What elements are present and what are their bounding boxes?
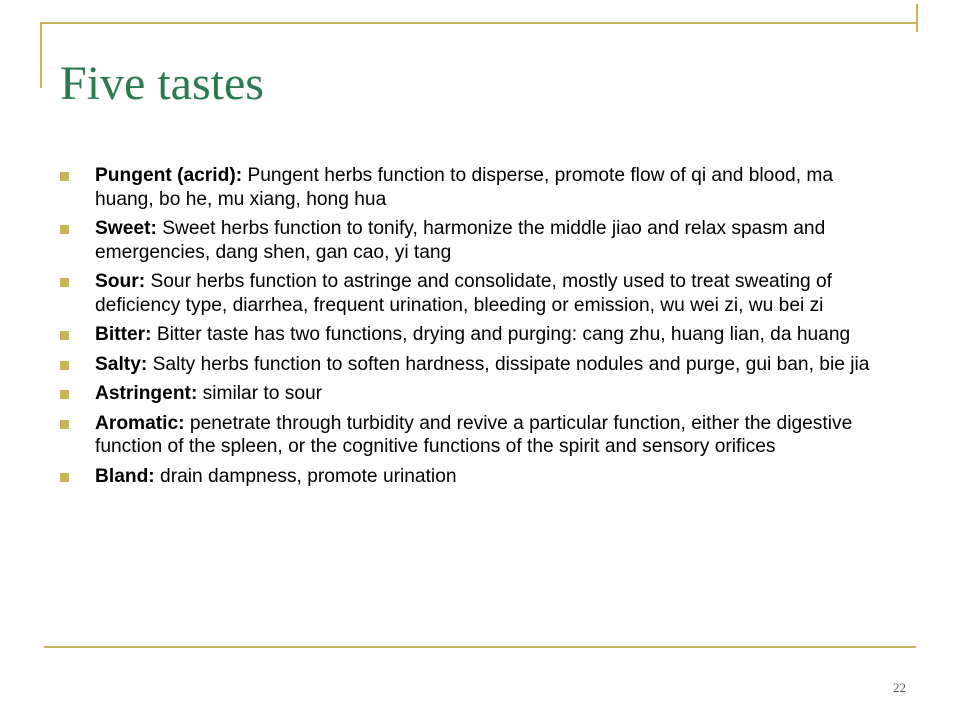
square-bullet-icon bbox=[60, 278, 69, 287]
bullet-item-astringent bbox=[60, 382, 896, 406]
bullet-text: Sour herbs function to astringe and consolidate, mostly used to treat sweating of deficiency type, diarrhea, frequent urination, bleeding or emission, wu wei zi, wu bei zi bbox=[95, 271, 832, 316]
bullet-term: Sour: bbox=[95, 271, 146, 292]
page-number: 22 bbox=[893, 680, 906, 695]
frame-right-line bbox=[916, 4, 918, 32]
bullet-term: Pungent (acrid): bbox=[95, 165, 243, 186]
bullet-text: Bitter taste has two functions, drying and purging: cang zhu, huang lian, da huang bbox=[151, 324, 851, 345]
bullet-item-sour bbox=[60, 270, 896, 317]
frame-left-line bbox=[40, 22, 42, 88]
bullet-text: Pungent herbs function to disperse, promote flow of qi and blood, ma huang, bo he, mu xiang, hong hua bbox=[95, 165, 834, 210]
bullet-item-pungent bbox=[60, 164, 896, 211]
bullet-term: Sweet: bbox=[95, 218, 157, 239]
square-bullet-icon bbox=[60, 390, 69, 399]
bullet-item-salty bbox=[60, 353, 896, 377]
bullet-text: penetrate through turbidity and revive a particular function, either the digestive function of the spleen, or the cognitive functions of the spirit and sensory orifices bbox=[95, 412, 853, 457]
frame-top-line bbox=[40, 22, 918, 24]
bullet-text: similar to sour bbox=[197, 383, 323, 404]
bullet-item-aromatic bbox=[60, 412, 896, 459]
bullet-term: Astringent: bbox=[95, 383, 198, 404]
square-bullet-icon bbox=[60, 473, 69, 482]
square-bullet-icon bbox=[60, 331, 69, 340]
bullet-text: Sweet herbs function to tonify, harmonize the middle jiao and relax spasm and emergencies, dang shen, gan cao, yi tang bbox=[95, 218, 826, 263]
bullet-term: Salty: bbox=[95, 353, 148, 375]
square-bullet-icon bbox=[60, 225, 69, 234]
frame-bottom-line bbox=[44, 646, 916, 648]
bullet-term: Bland: bbox=[95, 465, 155, 487]
bullet-text: Salty herbs function to soften hardness, dissipate nodules and purge, gui ban, bie jia bbox=[147, 353, 870, 375]
bullet-term: Aromatic: bbox=[95, 412, 185, 434]
bullet-list bbox=[60, 164, 896, 494]
square-bullet-icon bbox=[60, 172, 69, 181]
slide-title: Five tastes bbox=[60, 57, 264, 110]
bullet-item-bitter bbox=[60, 323, 896, 347]
bullet-term: Bitter: bbox=[95, 324, 152, 345]
bullet-item-sweet bbox=[60, 217, 896, 264]
bullet-item-bland bbox=[60, 465, 896, 489]
square-bullet-icon bbox=[60, 361, 69, 370]
bullet-text: drain dampness, promote urination bbox=[154, 465, 457, 487]
square-bullet-icon bbox=[60, 420, 69, 429]
